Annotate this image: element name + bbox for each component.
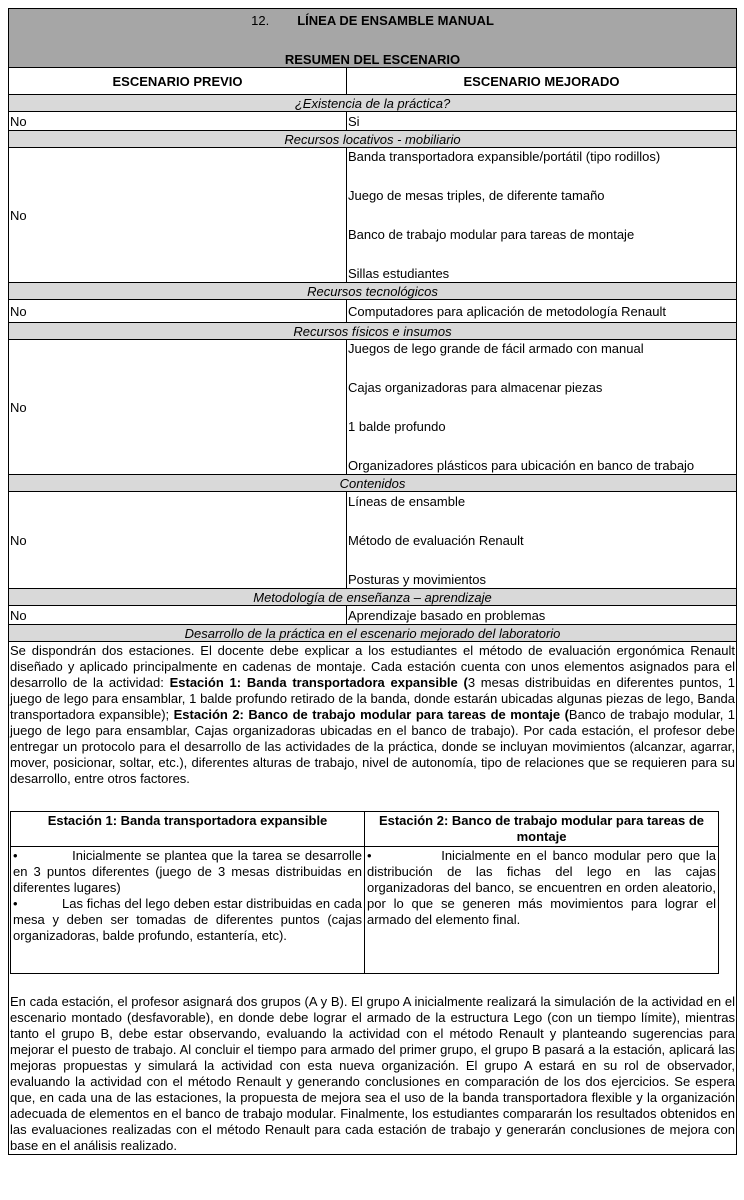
existence-improved: Si	[347, 112, 737, 131]
document-header	[9, 9, 737, 68]
scenario-document	[8, 8, 736, 1155]
section-number: 12.	[251, 12, 270, 28]
list-item: 1 balde profundo	[348, 419, 446, 434]
document-title: LÍNEA DE ENSAMBLE MANUAL	[297, 12, 494, 28]
contents-previous: No	[9, 492, 347, 589]
bullet-glyph: •	[13, 848, 18, 863]
development-cell	[9, 642, 737, 1155]
list-item: Juegos de lego grande de fácil armado con manual	[348, 341, 644, 356]
stations-table	[10, 811, 719, 974]
column-header-previous: ESCENARIO PREVIO	[9, 68, 347, 95]
section-title-methodology: Metodología de enseñanza – aprendizaje	[9, 589, 737, 606]
section-title-contents: Contenidos	[9, 475, 737, 492]
physical-previous: No	[9, 340, 347, 475]
list-item: Posturas y movimientos	[348, 571, 486, 587]
spacer	[9, 974, 736, 994]
methodology-improved: Aprendizaje basado en problemas	[347, 606, 737, 625]
list-item: Banco de trabajo modular para tareas de montaje	[348, 227, 635, 242]
list-item: Líneas de ensamble	[348, 493, 466, 509]
tech-previous: No	[9, 300, 347, 323]
list-item: Juego de mesas triples, de diferente tamaño	[348, 188, 605, 203]
methodology-previous: No	[9, 606, 347, 625]
list-item: Cajas organizadoras para almacenar piezas	[348, 380, 603, 395]
bullet-glyph: •	[13, 896, 18, 911]
existence-previous: No	[9, 112, 347, 131]
station-2-body	[365, 847, 719, 974]
station-2-header: Estación 2: Banco de trabajo modular para tareas de montaje	[365, 812, 719, 847]
list-item: Sillas estudiantes	[348, 266, 450, 281]
list-item: Organizadores plásticos para ubicación en banco de trabajo	[348, 458, 695, 473]
final-paragraph: En cada estación, el profesor asignará dos grupos (A y B). El grupo A inicialmente realizará la simulación de la actividad en el escenario montado (desfavorable), en donde debe lograr el armado de la estructura Lego (con un tiempo límite), mientras tanto el grupo B, debe estar observando, evaluando la actividad con el método Renault y planteando sugerencias para mejorar el puesto de trabajo. Al concluir el tiempo para armado del primer grupo, el grupo B pasará a la estación, aplicará las mejoras propuestas y simulará la actividad con esta nueva organización. El grupo A estará en su rol de observador, evaluando la actividad con el método Renault y generando conclusiones en comparación de los dos ejercicios. Se espera que, en cada una de las estaciones, la propuesta de mejora sea el uso de la banda transportadora flexible y la organización adecuada de elementos en el banco de trabajo modular. Finalmente, los estudiantes compararán los resultados obtenidos en las evaluaciones realizadas con el método Renault para cada estación de trabajo y generarán conclusiones de mejora con base en el análisis realizado.	[10, 994, 736, 1153]
column-header-improved: ESCENARIO MEJORADO	[347, 68, 737, 95]
station-2-label: Estación 2: Banco de trabajo modular para tareas de montaje (	[173, 707, 569, 722]
bullet-text: Inicialmente se plantea que la tarea se desarrolle en 3 puntos diferentes (juego de 3 mesas distribuidas en diferentes lugares)	[13, 848, 362, 895]
development-paragraph	[9, 642, 736, 811]
bullet-text: Las fichas del lego deben estar distribuidas en cada mesa y deben ser tomadas de diferentes puntos (cajas organizadoras, balde profundo, estantería, etc).	[13, 896, 362, 943]
tech-improved: Computadores para aplicación de metodología Renault	[347, 300, 737, 323]
bullet-item	[13, 848, 362, 896]
locative-previous: No	[9, 148, 347, 283]
scenario-table	[8, 8, 737, 1155]
paragraph-text: Se dispondrán dos estaciones. El docente debe explicar a los estudiantes el método de evaluación ergonómica Renault diseñado y aplicado principalmente en cadenas de montaje. Cada estación cuenta con unos elementos asignados para el desarrollo de la actividad:	[10, 643, 736, 690]
bullet-glyph: •	[367, 848, 372, 863]
section-title-development: Desarrollo de la práctica en el escenario mejorado del laboratorio	[9, 625, 737, 642]
document-subtitle: RESUMEN DEL ESCENARIO	[284, 51, 461, 67]
bullet-item	[13, 896, 362, 944]
station-1-label: Estación 1: Banda transportadora expansible (	[169, 675, 468, 690]
physical-improved-list	[347, 340, 737, 475]
list-item: Banda transportadora expansible/portátil (tipo rodillos)	[348, 149, 661, 164]
section-title-existence: ¿Existencia de la práctica?	[9, 95, 737, 112]
section-title-locative: Recursos locativos - mobiliario	[9, 131, 737, 148]
paragraph-text: Banco de trabajo modular, 1 juego de lego para ensamblar, Cajas organizadoras ubicadas en el banco de trabajo). Por cada estación, el profesor debe entregar un protocolo para el desarrollo de las actividades de la práctica, donde se incluyan movimientos (alcanzar, agarrar, mover, posicionar, soltar, etc.), diferentes alturas de trabajo, nivel de autonomía, tipo de relaciones que se requieren para su desarrollo, entre otros factores.	[10, 707, 736, 786]
paragraph-text: 3 mesas distribuidas en diferentes puntos, 1 juego de lego para ensamblar, 1 balde profundo retirado de la banda, donde estarán ubicadas algunas piezas de lego, Banda transportadora expansible);	[10, 675, 736, 722]
station-1-header: Estación 1: Banda transportadora expansible	[11, 812, 365, 847]
contents-improved-list	[347, 492, 737, 589]
station-1-body	[11, 847, 365, 974]
bullet-text: Inicialmente en el banco modular pero que la distribución de las fichas del lego en las cajas organizadoras del banco, se encuentren en orden aleatorio, por lo que se generen más movimientos para lograr el armado del elemento final.	[367, 848, 717, 927]
list-item: Método de evaluación Renault	[348, 532, 524, 548]
section-title-tech: Recursos tecnológicos	[9, 283, 737, 300]
locative-improved-list	[347, 148, 737, 283]
section-title-physical: Recursos físicos e insumos	[9, 323, 737, 340]
bullet-item	[367, 848, 716, 928]
